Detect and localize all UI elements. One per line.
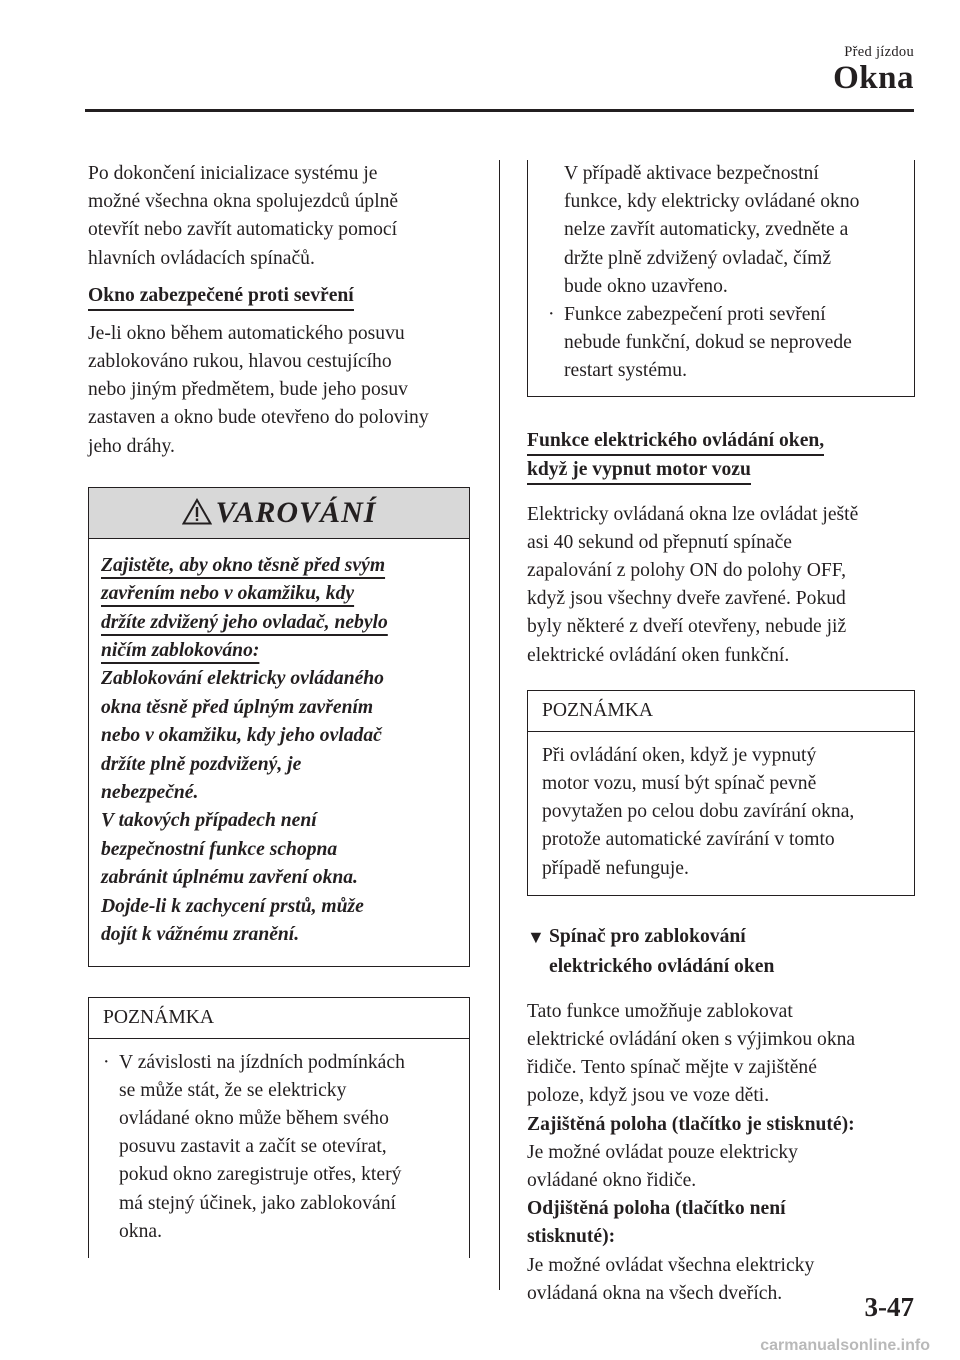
- locked-position-label: Zajištěná poloha (tlačítko je stisknuté):: [527, 1113, 855, 1135]
- watermark: carmanualsonline.info: [760, 1337, 930, 1354]
- lock-switch-text: Tato funkce umožňuje zablokovat elektrické ovládání oken s výjimkou okna řidiče. Tento spínač mějte v zajištěné poloze, když jsou ve voze děti. Zajištěná poloha (tlačítko je stisknuté): Je možné ovládat pouze elektricky ovládané okno řidiče. Odjištěná poloha (tlačítko není stisknuté): Je možné ovládat všechna elektricky ovládaná okna na všech dveřích.: [527, 1000, 856, 1304]
- intro-paragraph: Po dokončení inicializace systému je možné všechna okna spolujezdců úplně otevřít nebo zavřít automaticky pomocí hlavních ovládacích spínačů.: [88, 163, 399, 269]
- page-number: 3-47: [864, 1292, 914, 1322]
- note-box: [88, 997, 470, 1258]
- engine-off-text: Elektricky ovládaná okna lze ovládat ještě asi 40 sekund od přepnutí spínače zapalování z polohy ON do polohy OFF, když jsou všechny dveře zavřené. Pokud byly některé z dveří otevřeny, nebude již elektrické ovládání oken funkční.: [527, 503, 859, 666]
- note-continued-text: V případě aktivace bezpečnostní funkce, kdy elektricky ovládané okno nelze zavřít automaticky, zvedněte a držte plně zdvižený ovladač, čímž bude okno uzavřeno.: [564, 163, 860, 297]
- pinch-protection-heading: Okno zabezpečené proti sevření: [88, 282, 354, 311]
- warning-text: Zajistěte, aby okno těsně před svým zavřením nebo v okamžiku, kdy držíte zdvižený jeho ovladač, nebylo ničím zablokováno: Zablokování elektricky ovládaného okna těsně před úplným zavřením nebo v okamžiku, kdy jeho ovladač držíte plně pozdvižený, je nebezpečné. V takových případech není bezpečnostní funkce schopna zabránit úplnému zavření okna. Dojde-li k zachycení prstů, může dojít k vážnému zranění.: [101, 554, 388, 946]
- unlocked-position-label: Odjištěná poloha (tlačítko není: [527, 1198, 786, 1220]
- note-title: POZNÁMKA: [89, 998, 469, 1039]
- warning-box: [88, 487, 470, 967]
- bullet-dot: ·: [548, 304, 555, 326]
- right-column: [527, 160, 915, 1308]
- note-bullet-item: [542, 301, 900, 386]
- warning-header: [89, 488, 469, 539]
- note2-text: Při ovládání oken, když je vypnutý motor vozu, musí být spínač pevně povytažen po celou dobu zavírání okna, protože automatické zavírání v tomto případě nefunguje.: [542, 744, 855, 879]
- warning-triangle-icon: [182, 498, 212, 525]
- left-column: [88, 160, 470, 1258]
- note-bullet-item: [103, 1049, 455, 1246]
- note2-title: POZNÁMKA: [528, 691, 914, 732]
- note-bullet-text: Funkce zabezpečení proti sevření nebude funkční, dokud se neprovede restart systému.: [564, 304, 852, 382]
- note-box-continued: [527, 160, 915, 397]
- pinch-protection-text: Je-li okno během automatického posuvu zablokováno rukou, hlavou cestujícího nebo jiným předmětem, bude jeho posuv zastaven a okno bude otevřeno do poloviny jeho dráhy.: [88, 322, 429, 457]
- warning-title: VAROVÁNÍ: [215, 495, 377, 529]
- column-divider: [499, 160, 500, 1290]
- engine-off-heading: Funkce elektrického ovládání oken, když je vypnut motor vozu: [527, 427, 915, 485]
- bullet-dot: ·: [103, 1051, 110, 1073]
- section-label: Před jízdou: [844, 44, 914, 60]
- note-box-2: [527, 690, 915, 896]
- page-title: Okna: [833, 60, 914, 96]
- lock-switch-heading: ▼ Spínač pro zablokování elektrického ovládání oken: [527, 922, 915, 982]
- triangle-marker-icon: ▼: [527, 926, 545, 947]
- header-rule: [85, 109, 914, 112]
- note-text: V závislosti na jízdních podmínkách se může stát, že se elektricky ovládané okno může během svého posuvu zastavit a začít se otevírat, pokud okno zaregistruje otřes, který má stejný účinek, jako zablokování okna.: [119, 1051, 405, 1242]
